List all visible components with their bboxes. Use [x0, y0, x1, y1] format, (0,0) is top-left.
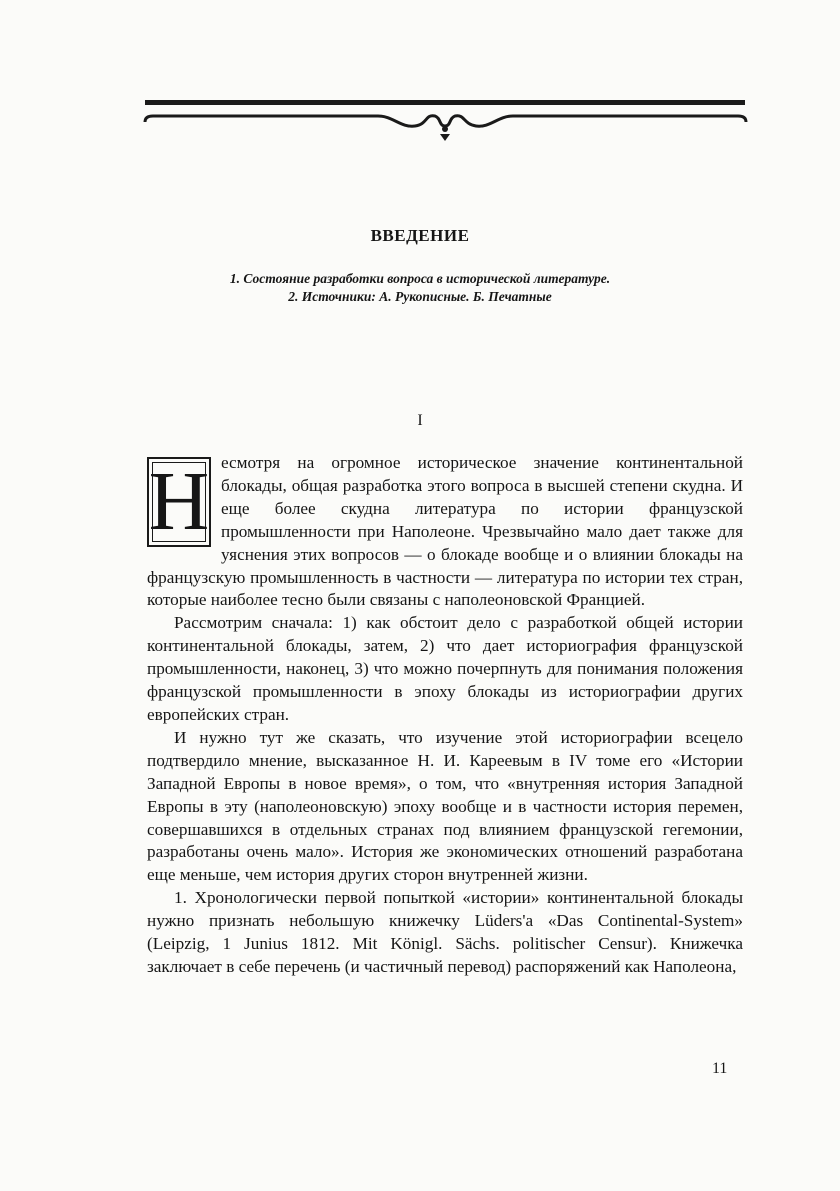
paragraph-3: И нужно тут же сказать, что изучение этой историографии всецело подтвердило мнение, высказанное Н. И. Кареевым в IV томе его «Истории Западной Европы в новое время», о том, что «внутренняя история Западной Европы в эту (наполеоновскую) эпоху вообще и в частности история перемен, совершавшихся в отдельных странах под влиянием французской гегемонии, разработаны очень мало». История же экономических отношений разработана еще меньше, чем история других сторон внутренней жизни.: [147, 727, 743, 885]
paragraph-1-text: есмотря на огромное историческое значение континентальной блокады, общая разработка этого вопроса в высшей степени скудна. И еще более скудна литература по истории французской промышленности при Наполеоне. Чрезвычайно мало дает также для уяснения этих вопросов — о блокаде вообще и о влиянии блокады на французскую промышленность в частности — литература по истории тех стран, которые наиболее тесно были связаны с наполеоновской Францией.: [147, 453, 743, 610]
subtitle-line-1: 1. Состояние разработки вопроса в исторической литературе.: [229, 271, 611, 286]
page-number: 11: [712, 1060, 728, 1077]
chapter-heading: ВВЕДЕНИЕ: [370, 226, 470, 245]
paragraph-2: Рассмотрим сначала: 1) как обстоит дело с разработкой общей истории континентальной блокады, затем, 2) что дает историография французской промышленности, наконец, 3) что можно почерпнуть для понимания положения французской промышленности в эпоху блокады из историографии других европейских стран.: [147, 613, 743, 724]
body-text: [147, 452, 743, 979]
drop-cap-letter: Н: [148, 455, 210, 548]
subtitle-line-2: 2. Источники: А. Рукописные. Б. Печатные: [288, 289, 552, 304]
paragraph-1: [147, 452, 743, 612]
paragraph-4: 1. Хронологически первой попыткой «истории» континентальной блокады нужно признать небольшую книжечку Lüders'а «Das Continental-System» (Leipzig, 1 Junius 1812. Mit Königl. Sächs. politischer Censur). Книжечка заключает в себе перечень (и частичный перевод) распоряжений как Наполеона,: [147, 888, 743, 976]
section-number: I: [417, 412, 423, 429]
chapter-subtitle: [0, 270, 840, 306]
ornamental-header-rule: [143, 96, 748, 144]
drop-cap-frame: [147, 457, 211, 547]
